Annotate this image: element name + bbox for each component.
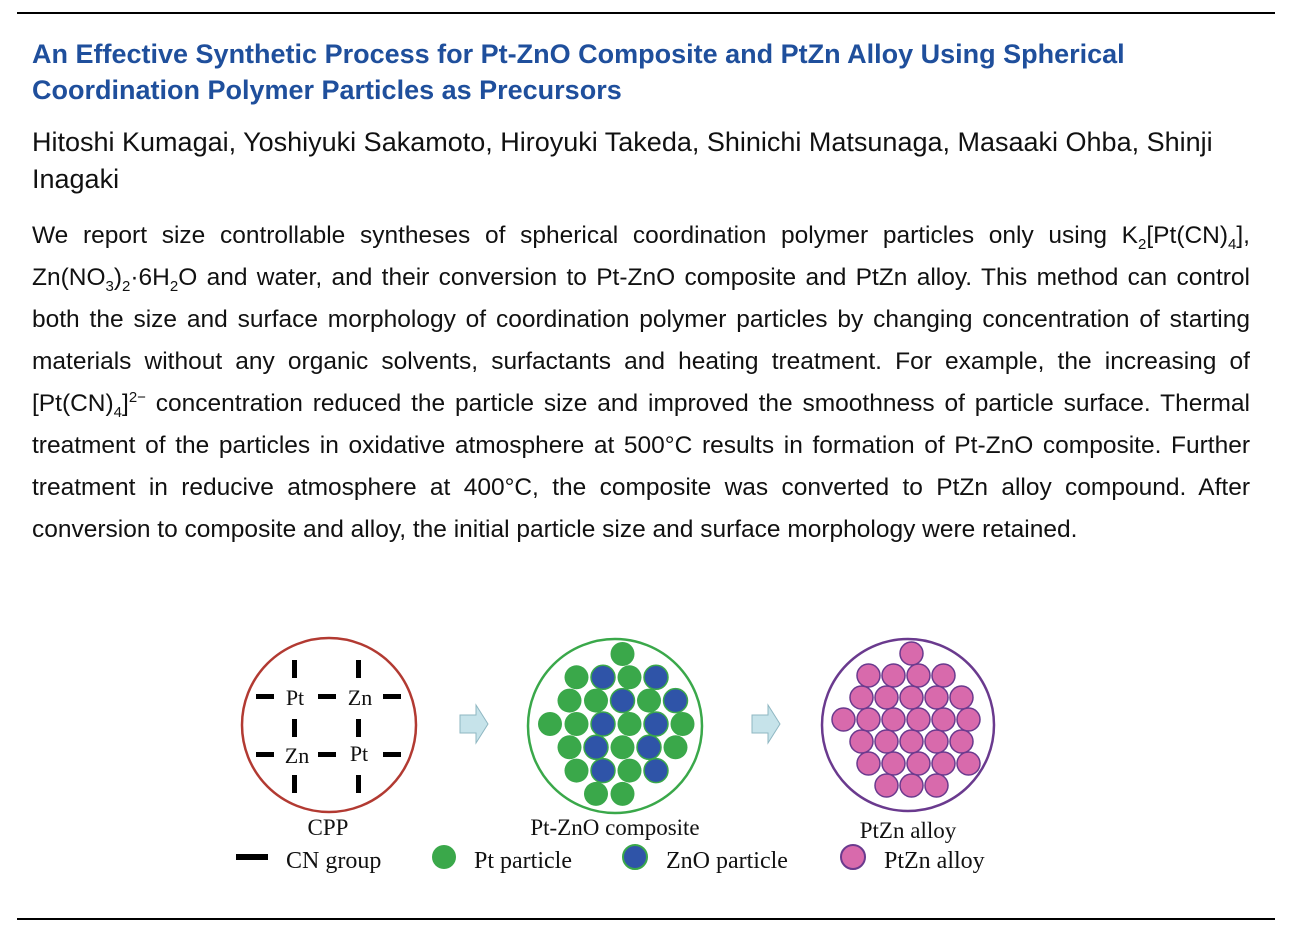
- alloy-particle: [900, 686, 923, 709]
- composite-particle: [637, 689, 661, 713]
- composite-particle: [637, 735, 661, 759]
- paper-title: An Effective Synthetic Process for Pt-ZnO Composite and PtZn Alloy Using Spherical Coordination Polymer Particles as Precursors: [32, 39, 1125, 105]
- composite-particle: [584, 689, 608, 713]
- alloy-particle: [882, 664, 905, 687]
- composite-particle: [565, 759, 589, 783]
- alloy-particle: [950, 730, 973, 753]
- alloy-particle: [957, 708, 980, 731]
- legend-cn-group: CN group: [286, 848, 382, 874]
- alloy-particle: [925, 774, 948, 797]
- alloy-particle: [907, 708, 930, 731]
- composite-particle: [644, 759, 668, 783]
- alloy-particle: [850, 686, 873, 709]
- alloy-particle: [875, 774, 898, 797]
- composite-particle: [611, 689, 635, 713]
- author-list: Hitoshi Kumagai, Yoshiyuki Sakamoto, Hiroyuki Takeda, Shinichi Matsunaga, Masaaki Ohba, Shinji Inagaki: [32, 127, 1213, 194]
- abstract: We report size controllable syntheses of spherical coordination polymer particles only using $K_2[Pt(CN)_4]$, $Zn(NO_3)_2\cdot 6H_2O$ and water, and their conversion to Pt-ZnO composite and PtZn alloy. This method can control both the size and surface morphology of coordination polymer particles by changing concentration of starting materials without any organic solvents, surfactants and heating treatment. For example, the increasing of $[Pt(CN)_4]^{2-}$ concentration reduced the particle size and improved the smoothness of particle surface. Thermal treatment of the particles in oxidative atmosphere at 500°C results in formation of Pt-ZnO composite. Further treatment in reducive atmosphere at 400°C, the composite was converted to PtZn alloy compound. After conversion to composite and alloy, the initial particle size and surface morphology were retained.: [32, 222, 1250, 543]
- bottom-rule: [17, 918, 1275, 920]
- composite-particle: [644, 665, 668, 689]
- top-rule: [17, 12, 1275, 14]
- composite-particle: [611, 782, 635, 806]
- alloy-particle: [900, 774, 923, 797]
- scheme-figure: [220, 625, 1040, 885]
- composite-particle: [664, 689, 688, 713]
- alloy-particle: [932, 664, 955, 687]
- legend-ptzn-alloy: PtZn alloy: [884, 848, 985, 874]
- composite-particle: [591, 759, 615, 783]
- alloy-particle: [882, 708, 905, 731]
- composite-particle: [591, 712, 615, 736]
- alloy-particle: [875, 730, 898, 753]
- alloy-particle: [900, 642, 923, 665]
- cpp-label: CPP: [307, 815, 349, 840]
- composite-particle: [565, 665, 589, 689]
- grid-pt-1: Pt: [285, 685, 305, 710]
- alloy-particle: [932, 708, 955, 731]
- cpp-ring: [242, 638, 416, 812]
- composite-particle: [611, 735, 635, 759]
- legend-cn-swatch: [236, 854, 268, 860]
- alloy-particle: [957, 752, 980, 775]
- alloy-particle: [925, 686, 948, 709]
- composite-particle: [558, 735, 582, 759]
- composite-particle: [671, 712, 695, 736]
- composite-particle: [584, 735, 608, 759]
- grid-zn-1: Zn: [347, 685, 373, 710]
- composite-particle: [591, 665, 615, 689]
- composite-particle: [565, 712, 589, 736]
- composite-particle: [644, 712, 668, 736]
- composite-particle: [664, 735, 688, 759]
- legend: [236, 845, 985, 874]
- composite-particle: [618, 712, 642, 736]
- legend-zno-swatch: [623, 845, 647, 869]
- composite-particle: [611, 642, 635, 666]
- composite-particle: [618, 665, 642, 689]
- legend-pt-particle: Pt particle: [474, 848, 572, 874]
- composite-label: Pt-ZnO composite: [530, 815, 700, 840]
- arrow-icon: [460, 705, 488, 743]
- cpp-diagram: [242, 638, 416, 840]
- alloy-particle: [857, 708, 880, 731]
- alloy-particle: [950, 686, 973, 709]
- alloy-particle: [832, 708, 855, 731]
- alloy-particle: [925, 730, 948, 753]
- composite-particle: [538, 712, 562, 736]
- composite-particle: [558, 689, 582, 713]
- legend-pt-swatch: [432, 845, 456, 869]
- alloy-label: PtZn alloy: [859, 818, 957, 843]
- alloy-particle: [882, 752, 905, 775]
- alloy-particle: [900, 730, 923, 753]
- composite-diagram: [528, 639, 702, 840]
- alloy-particle: [875, 686, 898, 709]
- alloy-particle: [857, 664, 880, 687]
- legend-alloy-swatch: [841, 845, 865, 869]
- grid-pt-2: Pt: [349, 741, 369, 766]
- alloy-particle: [907, 664, 930, 687]
- alloy-particle: [857, 752, 880, 775]
- composite-particle: [618, 759, 642, 783]
- alloy-particle: [850, 730, 873, 753]
- alloy-particle: [932, 752, 955, 775]
- composite-particle: [584, 782, 608, 806]
- arrow-icon: [752, 705, 780, 743]
- alloy-diagram: [822, 639, 994, 843]
- alloy-particle: [907, 752, 930, 775]
- grid-zn-2: Zn: [284, 743, 310, 768]
- legend-zno-particle: ZnO particle: [666, 848, 788, 874]
